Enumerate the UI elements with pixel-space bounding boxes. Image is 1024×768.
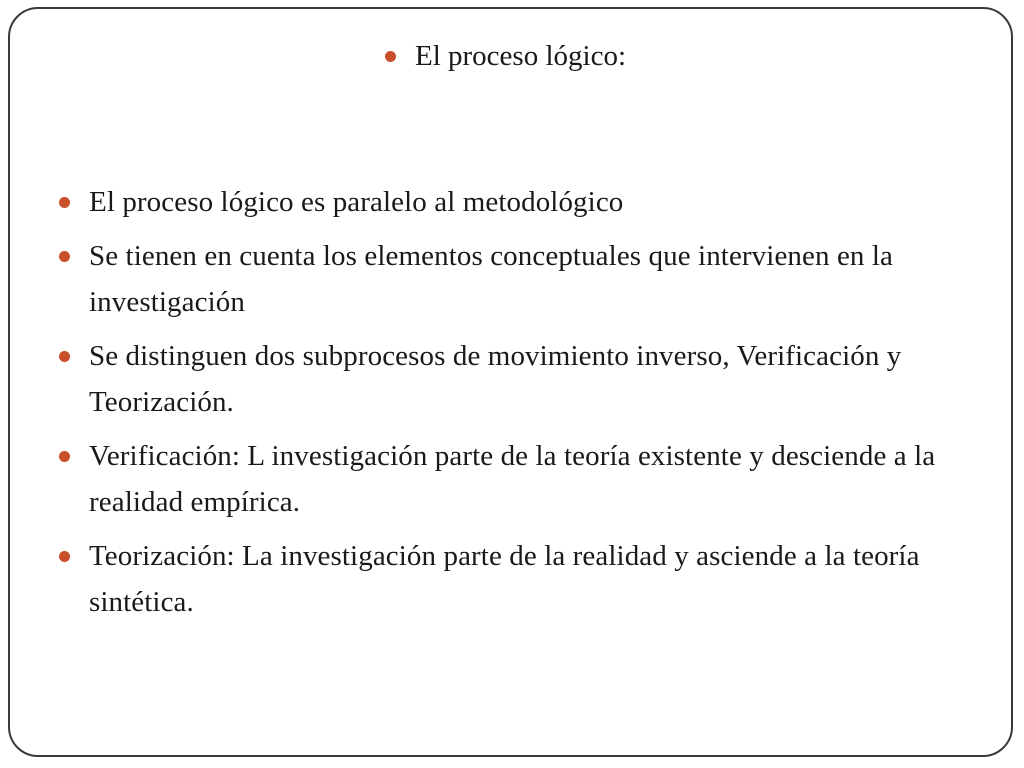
bullet-dot-icon <box>59 351 70 362</box>
bullet-item <box>58 233 958 325</box>
bullet-text: El proceso lógico es paralelo al metodológico <box>89 186 624 218</box>
bullet-item <box>58 179 958 225</box>
bullet-dot-icon <box>59 197 70 208</box>
bullet-list <box>58 179 958 633</box>
bullet-text: Verificación: L investigación parte de la teoría existente y desciende a la realidad empírica. <box>89 440 936 518</box>
bullet-dot-icon <box>59 551 70 562</box>
slide-title-row <box>385 39 626 73</box>
bullet-dot-icon <box>59 251 70 262</box>
slide-frame <box>8 7 1013 757</box>
bullet-item <box>58 433 958 525</box>
bullet-item <box>58 533 958 625</box>
bullet-dot-icon <box>385 51 396 62</box>
bullet-dot-icon <box>59 451 70 462</box>
bullet-text: Teorización: La investigación parte de la realidad y asciende a la teoría sintética. <box>89 540 920 618</box>
bullet-text: Se distinguen dos subprocesos de movimiento inverso, Verificación y Teorización. <box>89 340 902 418</box>
bullet-item <box>58 333 958 425</box>
slide-title: El proceso lógico: <box>415 40 627 72</box>
bullet-text: Se tienen en cuenta los elementos conceptuales que intervienen en la investigación <box>89 240 893 318</box>
